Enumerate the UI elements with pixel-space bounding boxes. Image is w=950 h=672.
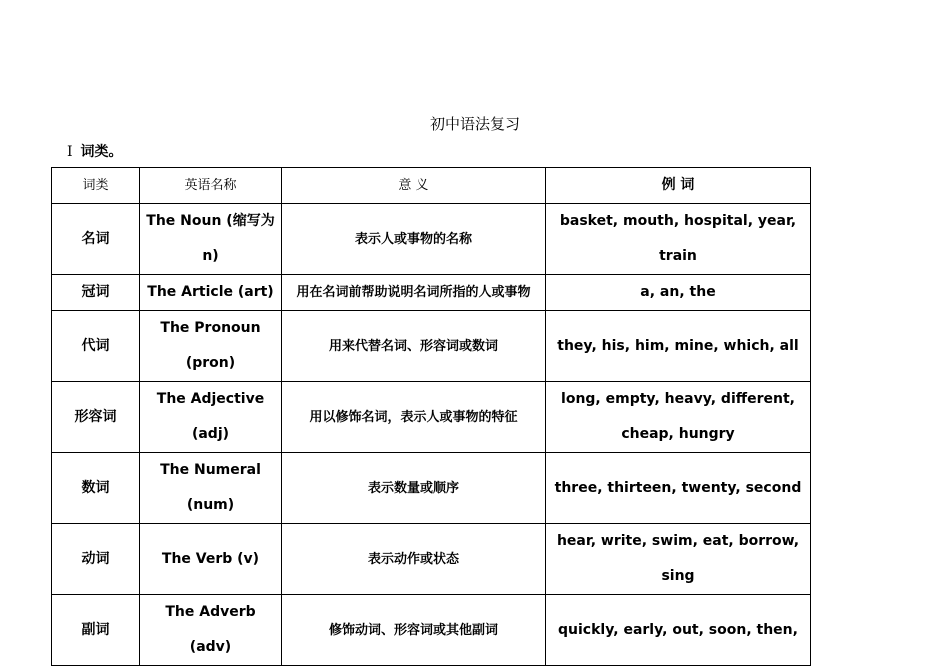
cell-examples: a, an, the [546,275,811,311]
cell-meaning: 用在名词前帮助说明名词所指的人或事物 [282,275,546,311]
cell-examples: they, his, him, mine, which, all [546,311,811,382]
cell-english-name: The Article (art) [140,275,282,311]
table-row [52,204,811,275]
table-row [52,453,811,524]
cell-meaning: 用来代替名词、形容词或数词 [282,311,546,382]
document-title: 初中语法复习 [429,115,520,133]
cell-category: 副词 [52,595,140,666]
cell-english-name: The Noun (缩写为n) [140,204,282,275]
cell-examples: quickly, early, out, soon, then, [546,595,811,666]
cell-examples: three, thirteen, twenty, second [546,453,811,524]
section-heading-text: 词类。 [80,144,123,160]
cell-examples: basket, mouth, hospital, year, train [546,204,811,275]
cell-examples: hear, write, swim, eat, borrow, sing [546,524,811,595]
cell-category: 名词 [52,204,140,275]
cell-meaning: 用以修饰名词，表示人或事物的特征 [282,382,546,453]
table-row [52,382,811,453]
cell-meaning: 表示人或事物的名称 [282,204,546,275]
table-header-row [52,168,811,204]
cell-meaning: 表示动作或状态 [282,524,546,595]
cell-meaning: 表示数量或顺序 [282,453,546,524]
cell-meaning: 修饰动词、形容词或其他副词 [282,595,546,666]
table-row [52,275,811,311]
section-heading [67,141,123,161]
table-row [52,595,811,666]
header-category: 词类 [52,168,140,204]
cell-english-name: The Verb (v) [140,524,282,595]
header-english-name: 英语名称 [140,168,282,204]
cell-category: 动词 [52,524,140,595]
table-row [52,311,811,382]
parts-of-speech-table [51,167,811,666]
section-number: I [67,144,73,160]
header-meaning: 意 义 [282,168,546,204]
cell-english-name: The Adverb (adv) [140,595,282,666]
cell-category: 冠词 [52,275,140,311]
cell-category: 形容词 [52,382,140,453]
cell-category: 代词 [52,311,140,382]
table-row [52,524,811,595]
cell-english-name: The Adjective (adj) [140,382,282,453]
cell-category: 数词 [52,453,140,524]
cell-english-name: The Numeral (num) [140,453,282,524]
cell-examples: long, empty, heavy, different, cheap, hungry [546,382,811,453]
header-examples: 例 词 [546,168,811,204]
cell-english-name: The Pronoun (pron) [140,311,282,382]
